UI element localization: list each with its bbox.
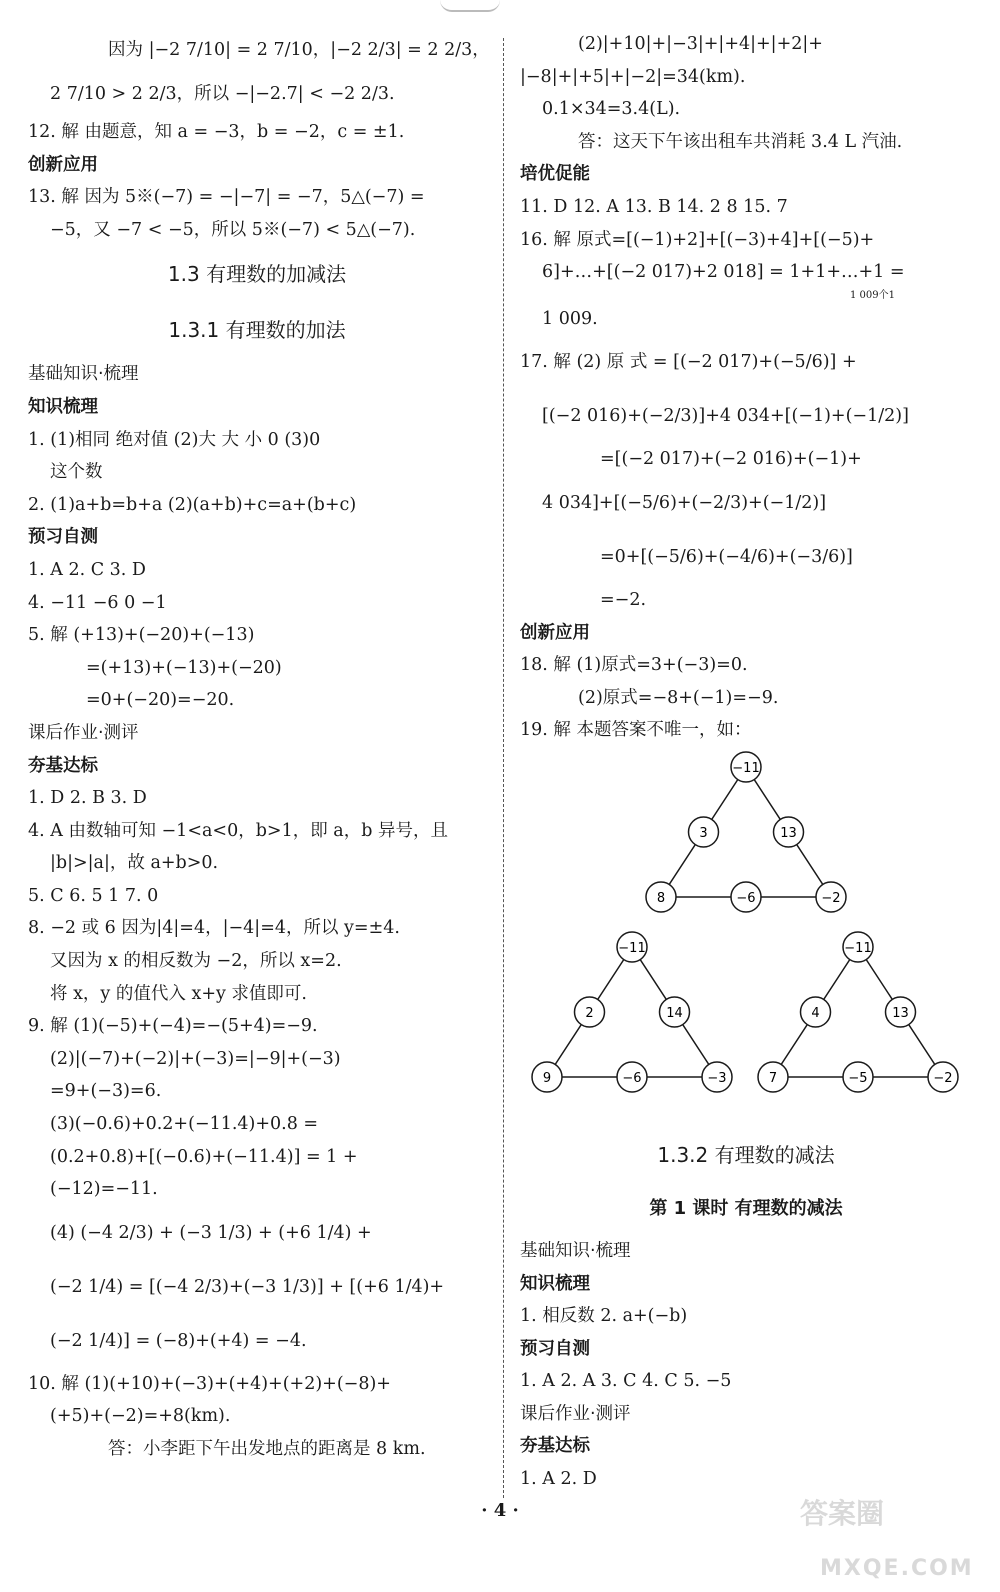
- right_top-line-3: 答：这天下午该出租车共消耗 3.4 L 汽油.: [578, 131, 903, 152]
- left-line-29: (2)|(−7)+(−2)|+(−3)=|−9|+(−3): [50, 1048, 341, 1069]
- triangle-1-value-bl: 9: [542, 1070, 552, 1086]
- left-line-24: 5. C 6. 5 1 7. 0: [28, 885, 159, 906]
- right_bottom-line-7: 课后作业·测评: [520, 1403, 631, 1424]
- right_bottom-line-8: 夯基达标: [520, 1436, 590, 1457]
- triangle-1-node-bl: [532, 1062, 562, 1092]
- triangle-1-node-left: [575, 997, 605, 1027]
- left-line-17: =(+13)+(−13)+(−20): [86, 657, 282, 678]
- left-line-11: 这个数: [50, 462, 103, 483]
- left-line-15: 4. −11 −6 0 −1: [28, 592, 167, 613]
- left-line-3: 创新应用: [28, 154, 98, 175]
- left-line-10: 1. (1)相同 绝对值 (2)大 大 小 0 (3)0: [28, 429, 321, 450]
- right_bottom-line-3: 知识梳理: [520, 1273, 590, 1294]
- right-top-text: [520, 28, 972, 747]
- right-column: [520, 28, 972, 1496]
- left-line-20: 夯基达标: [28, 755, 98, 776]
- right_top-line-19: 19. 解 本题答案不唯一，如：: [520, 720, 752, 741]
- right_bottom-line-1: 第 1 课时 有理数的减法: [649, 1197, 843, 1219]
- right_bottom-line-0: 1.3.2 有理数的减法: [657, 1142, 835, 1167]
- left-line-31: (3)(−0.6)+0.2+(−11.4)+0.8 =: [50, 1114, 319, 1135]
- left-line-4: 13. 解 因为 5※(−7) = −|−7| = −7，5△(−7) =: [28, 187, 425, 208]
- left-line-13: 预习自测: [28, 527, 98, 548]
- triangle-0-value-bm: −6: [736, 890, 756, 906]
- left-line-28: 9. 解 (1)(−5)+(−4)=−(5+4)=−9.: [28, 1016, 318, 1037]
- left-line-37: 10. 解 (1)(+10)+(−3)+(+4)+(+2)+(−8)+: [28, 1373, 391, 1394]
- page-number: · 4 ·: [481, 1500, 519, 1521]
- right_top-line-7: 6]+…+[(−2 017)+2 018] = 1+1+…+1 =: [542, 262, 905, 283]
- triangle-0-node-bm: [731, 882, 761, 912]
- left-line-23: |b|>|a|，故 a+b>0.: [50, 853, 219, 874]
- right_top-line-8: 1 009个1: [850, 289, 895, 301]
- left-line-33: (−12)=−11.: [50, 1179, 158, 1200]
- triangle-2-node-left: [801, 997, 831, 1027]
- right_top-line-1: |−8|+|+5|+|−2|=34(km).: [520, 66, 746, 87]
- triangle-1-value-br: −3: [707, 1070, 727, 1086]
- triangle-0-node-bl: [646, 882, 676, 912]
- left-line-38: (+5)+(−2)=+8(km).: [50, 1406, 231, 1427]
- triangle-1-outline: [547, 947, 717, 1077]
- left-line-7: 1.3.1 有理数的加法: [168, 318, 346, 343]
- triangle-2-node-br: [928, 1062, 958, 1092]
- triangle-2-value-top: −11: [844, 940, 872, 956]
- triangle-2-node-bm: [843, 1062, 873, 1092]
- triangle-0-node-top: [731, 752, 761, 782]
- right_bottom-line-9: 1. A 2. D: [520, 1469, 597, 1490]
- watermark-logo: 答案圈: [800, 1497, 885, 1530]
- top-decoration: [440, 0, 500, 12]
- left-line-22: 4. A 由数轴可知 −1<a<0，b>1，即 a，b 异号，且: [28, 820, 448, 841]
- triangle-0-value-br: −2: [821, 890, 841, 906]
- right_bottom-line-5: 预习自测: [520, 1338, 590, 1359]
- right_top-line-13: 4 034]+[(−5/6)+(−2/3)+(−1/2)]: [542, 492, 827, 513]
- triangle-2-outline: [773, 947, 943, 1077]
- right-bottom-text: [520, 1127, 972, 1496]
- triangle-1-value-top: −11: [618, 940, 646, 956]
- left-line-2: 12. 解 由题意，知 a = −3，b = −2，c = ±1.: [28, 122, 405, 142]
- triangle-2-value-right: 13: [892, 1005, 909, 1021]
- left-line-34: (4) (−4 2/3) + (−3 1/3) + (+6 1/4) +: [50, 1222, 372, 1243]
- left-line-9: 知识梳理: [28, 396, 98, 417]
- triangle-2-node-bl: [758, 1062, 788, 1092]
- right_top-line-12: =[(−2 017)+(−2 016)+(−1)+: [600, 449, 862, 470]
- watermark-url: MXQE.COM: [820, 1556, 974, 1581]
- left-line-16: 5. 解 (+13)+(−20)+(−13): [28, 625, 255, 646]
- triangle-0-outline: [661, 767, 831, 897]
- left-line-5: −5，又 −7 < −5，所以 5※(−7) < 5△(−7).: [50, 219, 416, 240]
- triangle-2-value-bl: 7: [768, 1070, 778, 1086]
- triangle-2-node-right: [886, 997, 916, 1027]
- left-line-12: 2. (1)a+b=b+a (2)(a+b)+c=a+(b+c): [28, 494, 357, 515]
- left-line-21: 1. D 2. B 3. D: [28, 788, 147, 809]
- triangle-1-node-br: [702, 1062, 732, 1092]
- left-line-0: 因为 |−2 7/10| = 2 7/10，|−2 2/3| = 2 2/3，: [108, 40, 490, 60]
- triangle-0-value-top: −11: [732, 760, 760, 776]
- right_top-line-18: (2)原式=−8+(−1)=−9.: [578, 687, 779, 708]
- right_top-line-9: 1 009.: [542, 308, 598, 329]
- right_top-line-16: 创新应用: [520, 622, 590, 643]
- triangle-diagrams: [520, 747, 972, 1127]
- triangle-1-value-right: 14: [666, 1005, 683, 1021]
- left-line-36: (−2 1/4)] = (−8)+(+4) = −4.: [50, 1330, 307, 1351]
- column-divider: [503, 38, 504, 1498]
- right_top-line-10: 17. 解 (2) 原 式 = [(−2 017)+(−5/6)] +: [520, 352, 857, 373]
- triangle-2-value-bm: −5: [848, 1070, 868, 1086]
- right_top-line-5: 11. D 12. A 13. B 14. 2 8 15. 7: [520, 196, 788, 217]
- right_top-line-6: 16. 解 原式=[(−1)+2]+[(−3)+4]+[(−5)+: [520, 229, 875, 250]
- triangle-0-node-left: [689, 817, 719, 847]
- triangle-0-node-br: [816, 882, 846, 912]
- right_bottom-line-6: 1. A 2. A 3. C 4. C 5. −5: [520, 1371, 732, 1392]
- left-line-18: =0+(−20)=−20.: [86, 690, 235, 711]
- triangle-2-value-br: −2: [933, 1070, 953, 1086]
- right_top-line-0: (2)|+10|+|−3|+|+4|+|+2|+: [578, 34, 823, 54]
- right_top-line-11: [(−2 016)+(−2/3)]+4 034+[(−1)+(−1/2)]: [542, 406, 909, 427]
- left-line-26: 又因为 x 的相反数为 −2，所以 x=2.: [50, 951, 342, 972]
- left-line-32: (0.2+0.8)+[(−0.6)+(−11.4)] = 1 +: [50, 1146, 358, 1167]
- left-column: [28, 28, 490, 1466]
- left-line-27: 将 x，y 的值代入 x+y 求值即可.: [50, 983, 307, 1004]
- left-line-30: =9+(−3)=6.: [50, 1081, 162, 1102]
- triangle-0-value-bl: 8: [656, 890, 666, 906]
- triangle-1-value-left: 2: [585, 1005, 594, 1021]
- triangle-2-node-top: [843, 932, 873, 962]
- left-line-19: 课后作业·测评: [28, 722, 139, 743]
- triangle-0-value-right: 13: [780, 825, 797, 841]
- right_bottom-line-4: 1. 相反数 2. a+(−b): [520, 1306, 688, 1327]
- triangle-1-node-bm: [617, 1062, 647, 1092]
- triangle-1-node-top: [617, 932, 647, 962]
- triangle-0-value-left: 3: [699, 825, 708, 841]
- triangle-1-node-right: [660, 997, 690, 1027]
- left-line-1: 2 7/10 > 2 2/3，所以 −|−2.7| < −2 2/3.: [50, 84, 395, 104]
- right_top-line-14: =0+[(−5/6)+(−4/6)+(−3/6)]: [600, 546, 853, 567]
- left-line-6: 1.3 有理数的加减法: [167, 262, 347, 287]
- triangle-2-value-left: 4: [811, 1005, 820, 1021]
- right_top-line-4: 培优促能: [520, 164, 590, 185]
- left-line-8: 基础知识·梳理: [28, 364, 139, 385]
- triangle-1-value-bm: −6: [622, 1070, 642, 1086]
- left-line-35: (−2 1/4) = [(−4 2/3)+(−3 1/3)] + [(+6 1/4)+: [50, 1276, 445, 1297]
- right_top-line-2: 0.1×34=3.4(L).: [542, 99, 681, 120]
- triangle-0-node-right: [774, 817, 804, 847]
- right_top-line-15: =−2.: [600, 589, 647, 610]
- right_bottom-line-2: 基础知识·梳理: [520, 1240, 631, 1261]
- left-line-14: 1. A 2. C 3. D: [28, 559, 146, 580]
- right_top-line-17: 18. 解 (1)原式=3+(−3)=0.: [520, 655, 748, 676]
- triangle-svg: [520, 747, 972, 1127]
- left-line-39: 答：小李距下午出发地点的距离是 8 km.: [108, 1439, 426, 1459]
- left-line-25: 8. −2 或 6 因为|4|=4，|−4|=4，所以 y=±4.: [28, 918, 400, 939]
